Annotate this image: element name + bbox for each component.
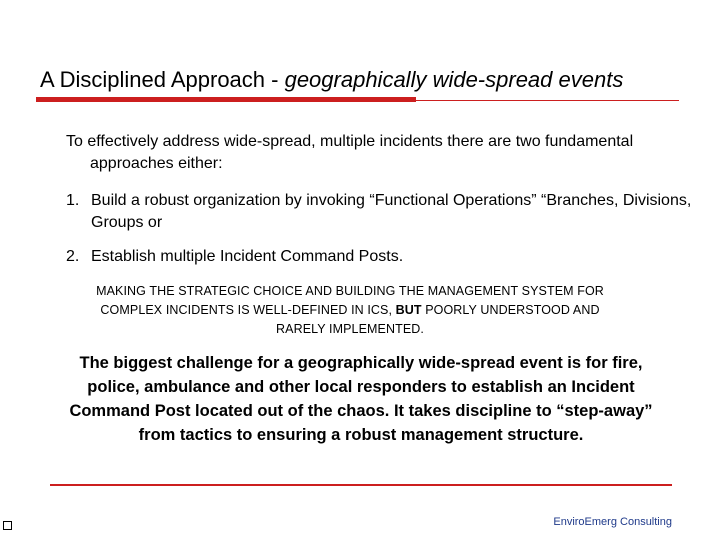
list-number: 1. [66,192,80,209]
title-underline-thick [36,97,416,102]
intro-paragraph: To effectively address wide-spread, multiple incidents there are two fundamental approaches either: [66,133,634,172]
list-text: Build a robust organization by invoking “Functional Operations” “Branches, Divisions, Groups or [91,192,692,231]
footer-credit: EnviroEmerg Consulting [553,516,672,528]
slide-title [40,66,700,94]
list-item [66,246,696,268]
caps-text-before: MAKING THE STRATEGIC CHOICE AND BUILDING THE MANAGEMENT SYSTEM FOR COMPLEX INCIDENTS IS WELL-DEFINED IN ICS, [96,284,604,317]
caps-text-after: POORLY UNDERSTOOD AND RARELY IMPLEMENTED. [276,303,600,336]
title-underline-thin [416,100,679,101]
list-text: Establish multiple Incident Command Posts. [91,248,404,265]
title-italic: geographically wide-spread events [284,67,624,92]
caps-emphasis: BUT [395,303,422,317]
list-number: 2. [66,248,80,265]
list-item [66,190,696,234]
bottom-divider [50,484,672,486]
caps-statement [80,282,620,339]
corner-square-icon [3,521,12,530]
challenge-paragraph: The biggest challenge for a geographically wide-spread event is for fire, police, ambulance and other local responders to establish an Incident Command Post located out of the chaos. It takes discipline to “step-away” from tactics to ensuring a robust management structure. [69,354,653,444]
title-plain: A Disciplined Approach - [40,67,285,92]
